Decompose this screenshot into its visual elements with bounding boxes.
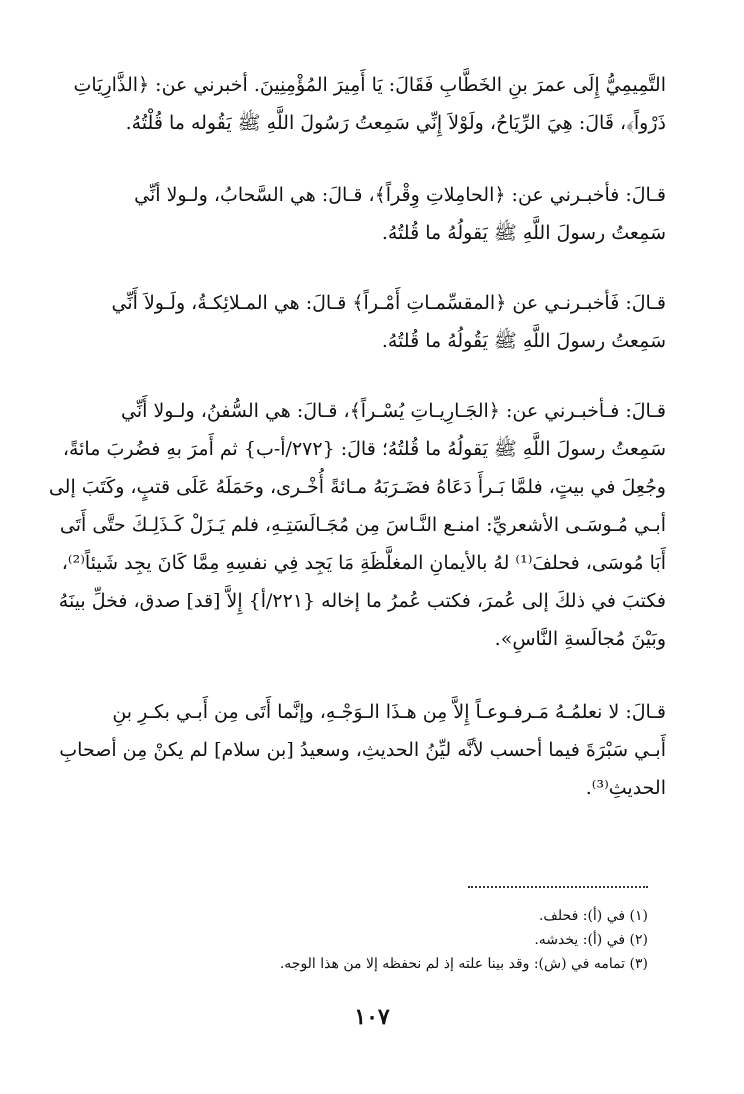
text-line: سَمِعتُ رسولَ اللَّهِ ﷺ يَقُولُهُ ما قُلتُهُ. <box>381 330 666 352</box>
text-line: قـالَ: فـأخبـرني عن: ﴿الجَـارِيـاتِ يُسْـراً﴾، قـالَ: هي السُّفنُ، ولـولا أَنِّي <box>121 400 666 422</box>
paragraph-1 <box>50 66 666 142</box>
text-line: الحديثِ⁽³⁾. <box>585 777 666 799</box>
paragraph-4 <box>50 392 666 658</box>
paragraph-2 <box>50 176 666 252</box>
text-line: أَبَا مُوسَى، فحلفَ⁽¹⁾ لهُ بالأيمانِ المغلَّظَةِ مَا يَجِد فِي نفسِهِ مِمَّا كَانَ يجِد شَيئاً⁽²⁾، <box>61 552 666 574</box>
text-line: ذَرْواً﴾، قَالَ: هِيَ الرِّيَاحُ، ولَوْلاَ إِنِّي سَمِعتُ رَسُولَ اللَّهِ ﷺ يَقُوله ما قُلْتُهُ. <box>125 112 666 134</box>
page-number: ١٠٧ <box>354 1004 390 1030</box>
text-line: قـالَ: فأخبـرني عن: ﴿الحامِلاتِ وِقْراً﴾، قـالَ: هي السَّحابُ، ولـولا أنِّي <box>134 184 666 206</box>
text-line: وجُعِلَ في بيتٍ، فلمَّا بَـرأَ دَعَاهُ فضَـرَبَهُ مـائةً أُخْـرى، وحَمَلَهُ عَلَى قتبٍ، وكَتَبَ إلى <box>48 476 666 498</box>
footnote-1: (١) في (أ): فحلف. <box>538 908 648 924</box>
text-line: التَّمِيمِيُّ إِلَى عمرَ بنِ الخَطَّابِ فَقَالَ: يَا أَمِيرَ المُؤْمِنِينَ. أخبرني عن: ﴿الذَّارِيَاتِ <box>73 74 666 96</box>
paragraph-3 <box>50 284 666 360</box>
text-line: قـالَ: لا نعلمُـهُ مَـرفـوعـاً إِلاَّ مِن هـذَا الـوَجْـهِ، وإنَّما أَتَى مِن أَبـي بكـرِ بنِ <box>112 701 666 723</box>
text-line: سَمِعتُ رسولَ اللَّهِ ﷺ يَقولُهُ ما قُلتُهُ؛ قالَ: {٢٧٢/أ-ب} ثم أَمرَ بهِ فضُربَ مائةً، <box>62 438 666 460</box>
text-line: سَمِعتُ رسولَ اللَّهِ ﷺ يَقولُهُ ما قُلتُهُ. <box>381 222 666 244</box>
text-line: فكتبَ في ذلكَ إلى عُمرَ، فكتب عُمرُ ما إخاله {٢٢١/أ} إِلاَّ [قد] صدق، فخلِّ بينَهُ <box>58 590 666 612</box>
text-line: وبَيْنَ مُجالَسةِ النَّاسِ». <box>494 628 666 650</box>
text-line: أَبـي سَبْرَةَ فيما أحسب لأنَّه ليِّنُ الحديثِ، وسعيدُ [بن سلام] لم يكنْ مِن أصحابِ <box>59 739 666 761</box>
paragraph-5 <box>50 693 666 807</box>
text-line: أبـي مُـوسَـى الأشعريِّ: امنـع النَّـاسَ مِن مُجَـالَسَتِـهِ، فلم يَـزَلْ كَـذَلِـكَ حتَّى أَتَى <box>59 514 666 536</box>
footnotes <box>88 904 648 976</box>
footnote-divider <box>468 886 648 888</box>
footnote-2: (٢) في (أ): يخدشه. <box>534 932 648 948</box>
footnote-3: (٣) تمامه في (ش): وقد بينا علته إذ لم نحفظه إلا من هذا الوجه. <box>279 956 648 972</box>
text-line: قـالَ: فَأخبـرنـي عن ﴿المقسِّمـاتِ أَمْـراً﴾ قـالَ: هي المـلائِكـةُ، ولَـولاَ أَنِّي <box>111 292 666 314</box>
